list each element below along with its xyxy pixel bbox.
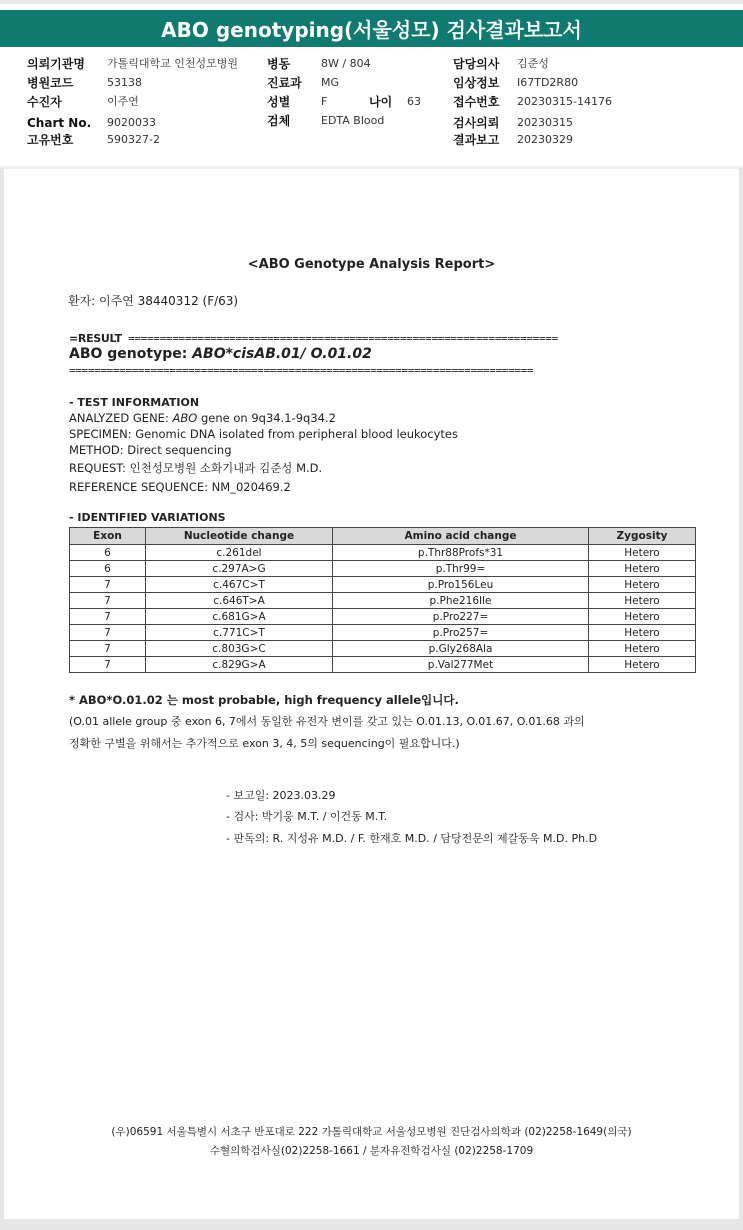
header-field-patient: 수진자 이주연 xyxy=(27,95,139,109)
table-row: 7 c.771C>T p.Pro257= Hetero xyxy=(70,625,696,641)
footer-address: (우)06591 서울특별시 서초구 반포대로 222 가톨릭대학교 서울성모병원 진단검사의학과 (02)2258-1649(의국) xyxy=(111,1126,632,1138)
table-row: 6 c.261del p.Thr88Profs*31 Hetero xyxy=(70,545,696,561)
allele-note: * ABO*O.01.02 는 most probable, high frequency allele입니다. xyxy=(69,693,459,707)
table-row: 7 c.467C>T p.Pro156Leu Hetero xyxy=(70,577,696,593)
header-field-id-number: 고유번호 590327-2 xyxy=(27,133,160,147)
header-field-report-date: 결과보고 20230329 xyxy=(453,133,573,147)
top-border xyxy=(0,0,743,4)
table-row: 7 c.681G>A p.Pro227= Hetero xyxy=(70,609,696,625)
header-field-receipt-no: 접수번호 20230315-14176 xyxy=(453,95,612,109)
header-field-department: 진료과 MG xyxy=(267,76,340,90)
reference-line: REFERENCE SEQUENCE: NM_020469.2 xyxy=(69,480,291,494)
report-date-line: - 보고일: 2023.03.29 xyxy=(226,789,336,802)
header-field-physician: 담당의사 김준성 xyxy=(453,57,549,71)
patient-line: 환자: 이주연 38440312 (F/63) xyxy=(68,294,239,308)
header-exon: Exon xyxy=(70,528,146,545)
genotype-value: ABO*cisAB.01/ O.01.02 xyxy=(192,346,372,362)
report-header-title: ABO genotyping(서울성모) 검사결과보고서 xyxy=(0,10,743,47)
page-gutter-right xyxy=(739,168,743,1220)
specimen-line: SPECIMEN: Genomic DNA isolated from peripheral blood leukocytes xyxy=(69,427,458,441)
page-gutter-bottom xyxy=(0,1219,743,1230)
page-separator xyxy=(0,166,743,169)
analyzed-gene: ANALYZED GENE: ABO gene on 9q34.1-9q34.2 xyxy=(69,411,336,425)
header-field-specimen: 검체 EDTA Blood xyxy=(267,114,385,128)
header-field-sex: 성별 F xyxy=(267,95,328,109)
report-title: <ABO Genotype Analysis Report> xyxy=(247,257,496,272)
header-field-institution: 의뢰기관명 가톨릭대학교 인천성모병원 xyxy=(27,57,239,71)
variations-heading: - IDENTIFIED VARIATIONS xyxy=(69,511,226,524)
test-info-heading: - TEST INFORMATION xyxy=(69,396,200,409)
header-field-ward: 병동 8W / 804 xyxy=(267,57,371,71)
header-field-clinical-info: 임상정보 I67TD2R80 xyxy=(453,76,579,90)
examiners-line: - 검사: 박기웅 M.T. / 이건동 M.T. xyxy=(226,810,388,823)
table-row: 7 c.803G>C p.Gly268Ala Hetero xyxy=(70,641,696,657)
table-row: 6 c.297A>G p.Thr99= Hetero xyxy=(70,561,696,577)
method-line: METHOD: Direct sequencing xyxy=(69,443,232,457)
genotype-result: ABO genotype: ABO*cisAB.01/ O.01.02 xyxy=(69,346,372,362)
header-field-chart-no: Chart No. 9020033 xyxy=(27,116,156,130)
variations-table xyxy=(69,527,696,673)
table-row: 7 c.829G>A p.Val277Met Hetero xyxy=(70,657,696,673)
header-field-age: 나이 63 xyxy=(369,95,421,109)
table-header-row xyxy=(70,528,696,545)
request-line: REQUEST: 인천성모병원 소화기내과 김준성 M.D. xyxy=(69,461,323,475)
readers-line: - 판독의: R. 지성유 M.D. / F. 한재호 M.D. / 담당전문의 제갈동욱 M.D. Ph.D xyxy=(226,832,598,845)
header-field-request-date: 검사의뢰 20230315 xyxy=(453,116,573,130)
header-amino-acid: Amino acid change xyxy=(333,528,589,545)
result-label: =RESULT ==================================================================== xyxy=(69,332,558,345)
header-field-hospital-code: 병원코드 53138 xyxy=(27,76,142,90)
header-zygosity: Zygosity xyxy=(589,528,696,545)
footer-contacts: 수혈의학검사실(02)2258-1661 / 분자유전학검사실 (02)2258-1709 xyxy=(209,1145,534,1157)
page-gutter-left xyxy=(0,168,4,1220)
result-rule: ========================================================================== xyxy=(69,364,534,377)
table-row: 7 c.646T>A p.Phe216Ile Hetero xyxy=(70,593,696,609)
allele-note-detail-2: 정확한 구별을 위해서는 추가적으로 exon 3, 4, 5의 sequencing이 필요합니다.) xyxy=(69,737,460,750)
allele-note-detail-1: (O.01 allele group 중 exon 6, 7에서 동일한 유전자 변이를 갖고 있는 O.01.13, O.01.67, O.01.68 과의 xyxy=(69,715,585,728)
header-nucleotide: Nucleotide change xyxy=(146,528,333,545)
